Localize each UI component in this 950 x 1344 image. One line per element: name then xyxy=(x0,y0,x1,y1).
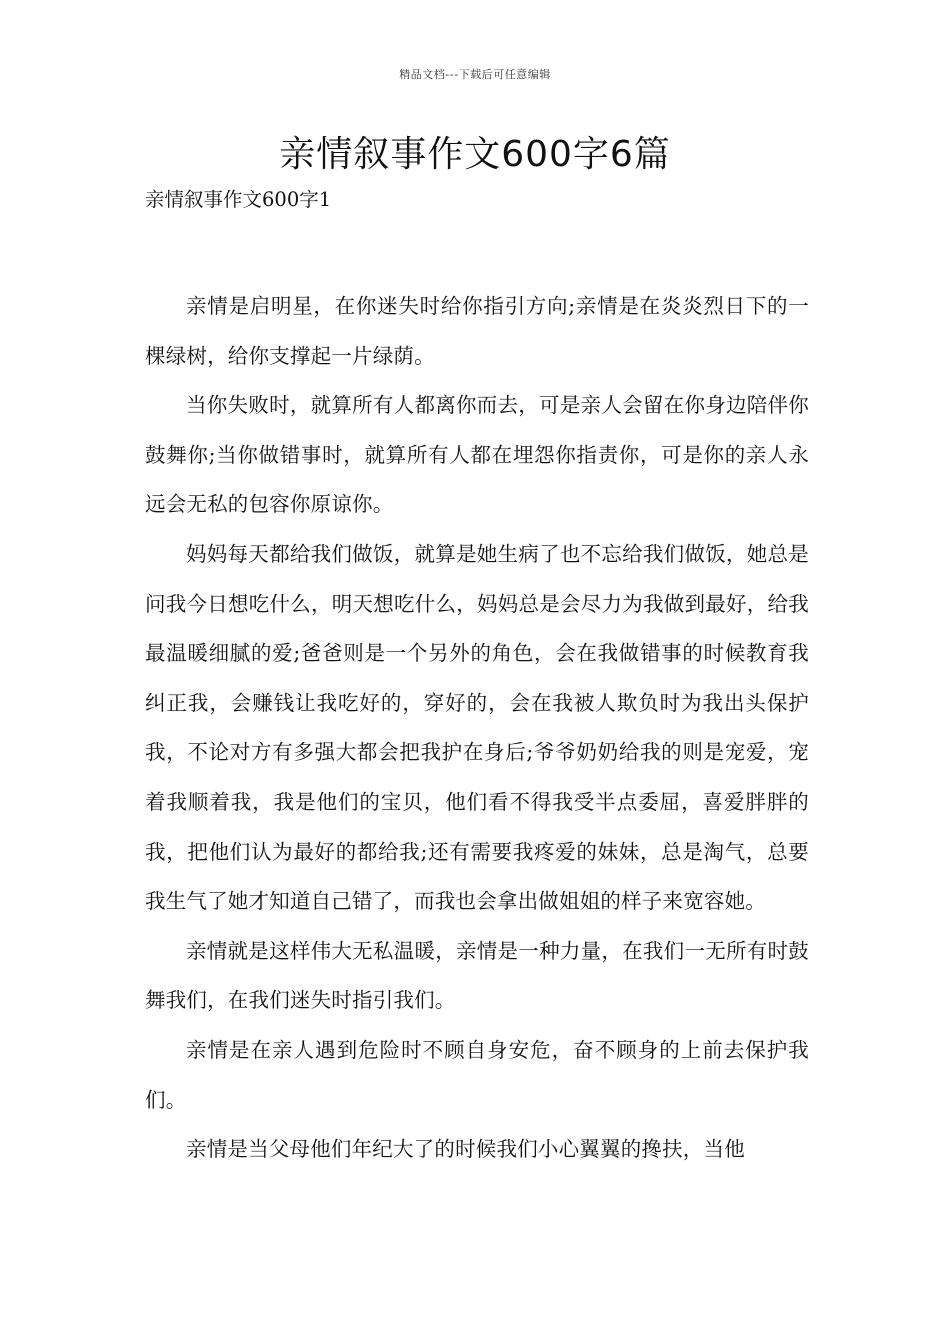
header-note: 精品文档---下载后可任意编辑 xyxy=(399,68,551,81)
page-title: 亲情叙事作文600字6篇 xyxy=(279,134,671,175)
paragraph-3: 妈妈每天都给我们做饭，就算是她生病了也不忘给我们做饭，她总是问我今日想吃什么，明天想吃什么，妈妈总是会尽力为我做到最好，给我最温暖细腻的爱;爸爸则是一个另外的角色，会在我做错事的时候教育我纠正我，会赚钱让我吃好的，穿好的，会在我被人欺负时为我出头保护我，不论对方有多强大都会把我护在身后;爷爷奶奶给我的则是宠爱，宠着我顺着我，我是他们的宝贝，他们看不得我受半点委屈，喜爱胖胖的我，把他们认为最好的都给我;还有需要我疼爱的妹妹，总是淘气，总要我生气了她才知道自己错了，而我也会拿出做姐姐的样子来宽容她。 xyxy=(145,541,809,914)
paragraph-2: 当你失败时，就算所有人都离你而去，可是亲人会留在你身边陪伴你鼓舞你;当你做错事时，就算所有人都在埋怨你指责你，可是你的亲人永远会无私的包容你原谅你。 xyxy=(145,393,809,517)
paragraph-1: 亲情是启明星，在你迷失时给你指引方向;亲情是在炎炎烈日下的一棵绿树，给你支撑起一片绿荫。 xyxy=(145,294,809,368)
essay-body xyxy=(145,282,809,1175)
essay-subtitle: 亲情叙事作文600字1 xyxy=(145,188,332,211)
paragraph-4: 亲情就是这样伟大无私温暖，亲情是一种力量，在我们一无所有时鼓舞我们，在我们迷失时指引我们。 xyxy=(145,938,809,1013)
paragraph-6: 亲情是当父母他们年纪大了的时候我们小心翼翼的搀扶，当他 xyxy=(186,1137,745,1162)
paragraph-5: 亲情是在亲人遇到危险时不顾自身安危，奋不顾身的上前去保护我们。 xyxy=(145,1037,809,1112)
